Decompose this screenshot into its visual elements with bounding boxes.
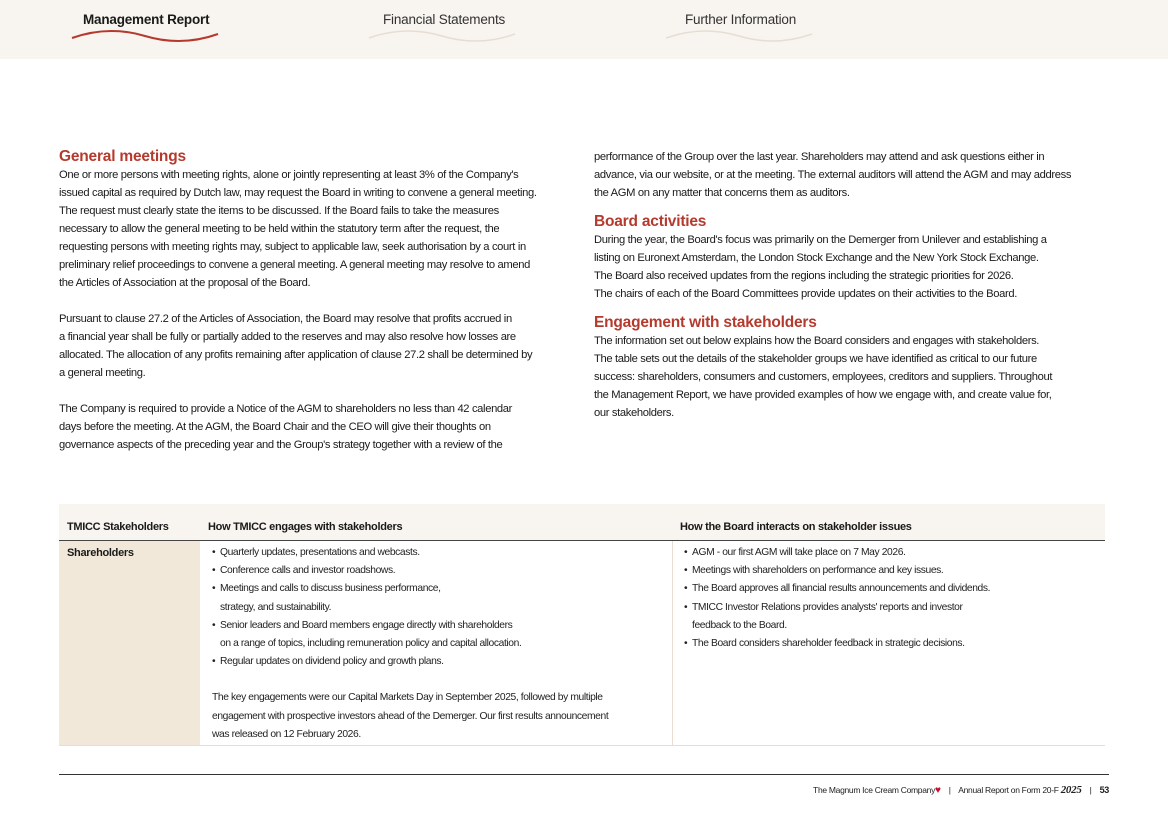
page-footer <box>813 784 1109 796</box>
active-tab-wave-underline <box>70 28 220 44</box>
footer-company-name: The Magnum Ice Cream Company <box>813 785 936 795</box>
text-line: days before the meeting. At the AGM, the Board Chair and the CEO will give their thoughts on <box>59 421 491 433</box>
text-line: The Company is required to provide a Notice of the AGM to shareholders no less than 42 calendar <box>59 403 513 415</box>
bullet-text: • Regular updates on dividend policy and growth plans. <box>220 656 444 668</box>
text-line: governance aspects of the preceding year and the Group's strategy together with a review of the <box>59 439 503 451</box>
text-line: necessary to allow the general meeting to be held within the statutory term after the request, the <box>59 223 500 235</box>
bullet-item <box>684 635 1094 653</box>
section-heading-general-meetings: General meetings <box>59 148 186 165</box>
engagement-body <box>594 332 1114 422</box>
text-line: the Articles of Association at the proposal of the Board. <box>59 277 311 289</box>
bullet-text: • Conference calls and investor roadshows. <box>220 565 396 577</box>
bullet-text: • AGM - our first AGM will take place on 7 May 2026. <box>692 547 906 558</box>
tab-management-report[interactable]: Management Report <box>83 12 210 27</box>
bullet-text: • TMICC Investor Relations provides analysts' reports and investor <box>692 601 963 613</box>
engagement-cell <box>212 541 672 748</box>
tab-financial-statements[interactable]: Financial Statements <box>383 12 506 27</box>
left-text-column <box>59 148 584 454</box>
text-line: Pursuant to clause 27.2 of the Articles of Association, the Board may resolve that profits accrued in <box>59 313 512 325</box>
text-line: a financial year shall be fully or partially added to the reserves and may also resolve how losses are <box>59 331 516 343</box>
bullet-item <box>684 580 1094 598</box>
footer-divider <box>59 774 1109 775</box>
right-text-column <box>594 148 1114 422</box>
text-line <box>59 382 584 400</box>
top-navigation-bar <box>0 0 1168 59</box>
footer-report-title: Annual Report on Form 20-F <box>958 785 1059 795</box>
text-line: engagement with prospective investors ahead of the Demerger. Our first results announcement <box>212 710 609 722</box>
footer-separator: | <box>1089 785 1092 795</box>
text-line <box>59 292 584 310</box>
bullet-item <box>212 544 672 562</box>
text-line: The Board also received updates from the regions including the strategic priorities for 2026. <box>594 270 1014 282</box>
text-line: requesting persons with meeting rights may, subject to applicable law, seek authorisation by a court in <box>59 241 526 253</box>
board-bullet-list <box>684 544 1094 653</box>
text-line: advance, via our website, or at the meeting. The external auditors will attend the AGM and may address <box>594 169 1072 181</box>
heart-icon: ♥ <box>935 785 941 796</box>
section-heading-engagement: Engagement with stakeholders <box>594 314 817 331</box>
bullet-text: • Senior leaders and Board members engage directly with shareholders <box>220 619 513 631</box>
bullet-text: on a range of topics, including remuneration policy and capital allocation. <box>220 638 522 650</box>
text-line: success: shareholders, consumers and customers, employees, creditors and suppliers. Throughout <box>594 371 1053 383</box>
text-line: During the year, the Board's focus was primarily on the Demerger from Unilever and establishing a <box>594 234 1047 246</box>
column-header-how-tmicc-engages: How TMICC engages with stakeholders <box>208 521 403 533</box>
page-number: 53 <box>1099 785 1109 795</box>
bullet-text: strategy, and sustainability. <box>220 601 332 613</box>
text-line: our stakeholders. <box>594 407 674 419</box>
bullet-item <box>212 580 672 616</box>
bullet-item <box>684 562 1094 580</box>
bullet-text: • Meetings and calls to discuss business performance, <box>220 583 441 595</box>
text-line: a general meeting. <box>59 367 146 379</box>
text-line: The chairs of each of the Board Committees provide updates on their activities to the Board. <box>594 288 1018 300</box>
engagement-note <box>212 689 672 744</box>
general-meetings-body <box>59 166 584 454</box>
text-line: The information set out below explains how the Board considers and engages with stakeholders. <box>594 335 1040 347</box>
text-line: performance of the Group over the last year. Shareholders may attend and ask questions either in <box>594 151 1045 163</box>
text-line: was released on 12 February 2026. <box>212 728 361 740</box>
text-line: preliminary relief proceedings to convene a general meeting. A general meeting may resolve to amend <box>59 259 530 271</box>
text-line: issued capital as required by Dutch law, may request the Board in writing to convene a general meeting. <box>59 187 537 199</box>
bullet-item <box>684 599 1094 635</box>
tab-wave-underline <box>664 28 814 44</box>
bullet-text: • The Board approves all financial results announcements and dividends. <box>692 583 991 595</box>
column-header-board-interacts: How the Board interacts on stakeholder issues <box>680 521 912 533</box>
footer-separator: | <box>948 785 951 795</box>
engagement-bullet-list <box>212 544 672 671</box>
text-line: listing on Euronext Amsterdam, the London Stock Exchange and the New York Stock Exchange. <box>594 252 1039 264</box>
table-header-row <box>59 504 1105 541</box>
tab-further-information[interactable]: Further Information <box>685 12 796 27</box>
text-line: allocated. The allocation of any profits remaining after application of clause 27.2 shall be determined by <box>59 349 533 361</box>
general-meetings-continuation <box>594 148 1114 202</box>
bullet-item <box>212 562 672 580</box>
text-line: One or more persons with meeting rights, alone or jointly representing at least 3% of the Company's <box>59 169 519 181</box>
board-activities-body <box>594 231 1114 303</box>
stakeholder-table <box>59 504 1105 746</box>
table-row-label-cell <box>59 541 200 745</box>
bullet-item <box>684 544 1094 562</box>
bullet-item <box>212 617 672 653</box>
bullet-text: • Quarterly updates, presentations and webcasts. <box>220 547 420 558</box>
text-line: The table sets out the details of the stakeholder groups we have identified as critical to our future <box>594 353 1037 365</box>
bullet-text: • The Board considers shareholder feedback in strategic decisions. <box>692 638 965 650</box>
tab-wave-underline <box>367 28 517 44</box>
bullet-text: feedback to the Board. <box>692 619 787 631</box>
footer-year: 2025 <box>1060 784 1082 796</box>
bullet-item <box>212 653 672 671</box>
bullet-text: • Meetings with shareholders on performance and key issues. <box>692 565 944 577</box>
text-line: the AGM on any matter that concerns them as auditors. <box>594 187 850 199</box>
row-label-shareholders: Shareholders <box>67 547 134 559</box>
column-header-stakeholders: TMICC Stakeholders <box>67 521 169 533</box>
text-line: The request must clearly state the items to be discussed. If the Board fails to take the measures <box>59 205 499 217</box>
column-divider <box>672 541 673 745</box>
text-line: the Management Report, we have provided examples of how we engage with, and create value for, <box>594 389 1052 401</box>
section-heading-board-activities: Board activities <box>594 213 707 230</box>
text-line: The key engagements were our Capital Markets Day in September 2025, followed by multiple <box>212 692 603 704</box>
board-interaction-cell <box>684 541 1094 748</box>
